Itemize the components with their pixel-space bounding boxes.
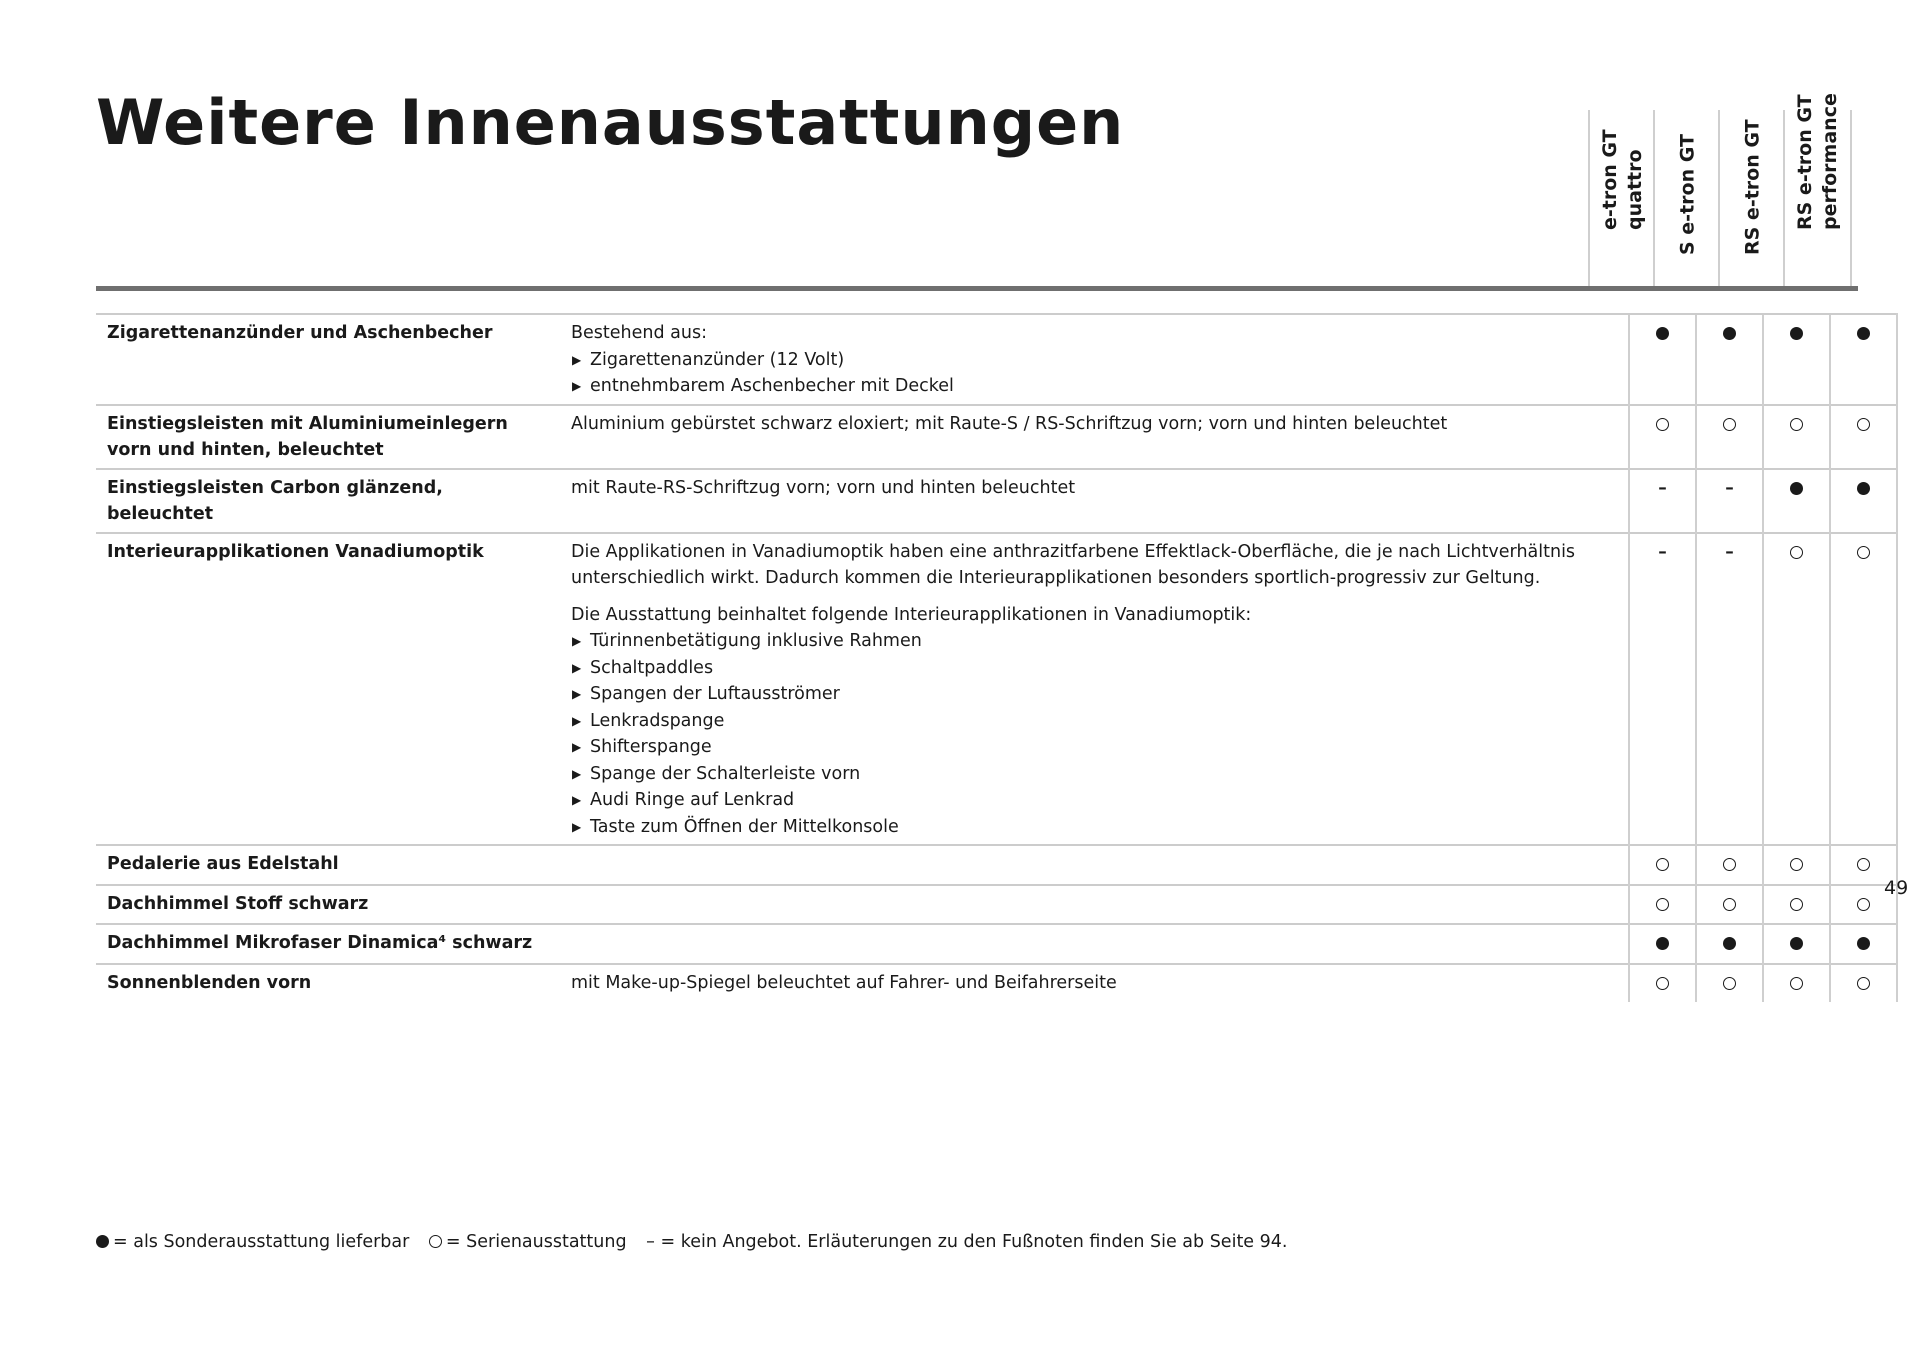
availability-cell (1629, 924, 1696, 964)
bullet-text: Taste zum Öffnen der Mittelkonsole (590, 816, 899, 837)
bullet-triangle-icon: ▶ (572, 740, 582, 754)
bullet-triangle-icon: ▶ (572, 793, 582, 807)
description-paragraph (571, 539, 1608, 592)
filled-dot-icon (1857, 482, 1870, 495)
open-circle-icon (1790, 858, 1803, 871)
feature-name: Dachhimmel Mikrofaser Dinamica⁴ schwarz (96, 924, 559, 964)
availability-cell (1763, 405, 1830, 469)
availability-cell (1629, 845, 1696, 885)
column-header-s-etron-gt (1653, 110, 1720, 286)
list-item (571, 681, 1608, 708)
bullet-list (571, 347, 1608, 400)
column-header-label: RS e-tron GT (1741, 119, 1763, 255)
bullet-triangle-icon: ▶ (572, 379, 582, 393)
bullet-triangle-icon: ▶ (572, 660, 582, 675)
description-text: mit Raute-RS-Schriftzug vorn; vorn und hinten beleuchtet (571, 477, 1076, 498)
legend-optional: = als Sonderausstattung lieferbar (96, 1232, 409, 1252)
availability-cell (1629, 469, 1696, 533)
description-text: Bestehend aus: (571, 323, 707, 343)
availability-cell (1830, 924, 1897, 964)
description-text: Die Ausstattung beinhaltet folgende Interieurapplikationen in Vanadiumoptik: (571, 604, 1252, 625)
page-title: Weitere Innenausstattungen (96, 86, 1125, 159)
bullet-text: Türinnenbetätigung inklusive Rahmen (590, 631, 922, 651)
filled-dot-icon (1790, 482, 1803, 495)
list-item (571, 734, 1608, 761)
open-circle-icon (1790, 898, 1803, 911)
description-paragraph (571, 970, 1608, 997)
availability-cell (1629, 314, 1696, 405)
bullet-text: Schaltpaddles (590, 657, 714, 678)
list-item (571, 373, 1608, 400)
table-row (96, 924, 1897, 964)
bullet-triangle-icon: ▶ (572, 766, 582, 781)
description-text: Aluminium gebürstet schwarz eloxiert; mit Raute-S / RS-Schriftzug vorn; vorn und hinten beleuchtet (571, 413, 1448, 434)
availability-cell (1763, 533, 1830, 846)
description-paragraph (571, 475, 1608, 502)
feature-description (559, 964, 1629, 1003)
list-item (571, 347, 1608, 374)
open-circle-icon (1723, 858, 1736, 871)
feature-description (559, 924, 1629, 964)
availability-cell (1763, 469, 1830, 533)
bullet-text: Spange der Schalterleiste vorn (590, 763, 861, 784)
description-paragraph (571, 602, 1608, 841)
availability-cell (1696, 885, 1763, 925)
availability-cell (1696, 405, 1763, 469)
availability-cell (1696, 469, 1763, 533)
list-item (571, 814, 1608, 841)
feature-name: Interieurapplikationen Vanadiumoptik (96, 533, 559, 846)
bullet-text: Zigarettenanzünder (12 Volt) (590, 349, 845, 370)
description-paragraph (571, 320, 1608, 400)
bullet-text: entnehmbarem Aschenbecher mit Deckel (590, 376, 954, 396)
feature-name: Einstiegsleisten mit Aluminiumeinlegern vorn und hinten, beleuchtet (96, 405, 559, 469)
bullet-triangle-icon: ▶ (572, 713, 582, 728)
bullet-text: Audi Ringe auf Lenkrad (590, 790, 795, 810)
feature-description (559, 469, 1629, 533)
open-circle-icon (1790, 418, 1803, 431)
list-item (571, 655, 1608, 682)
feature-description (559, 405, 1629, 469)
open-circle-icon (1790, 977, 1803, 990)
description-paragraph (571, 411, 1608, 438)
availability-cell (1830, 533, 1897, 846)
availability-cell (1830, 314, 1897, 405)
open-circle-icon (1656, 418, 1669, 431)
table-row (96, 845, 1897, 885)
availability-cell (1763, 885, 1830, 925)
bullet-text: Shifterspange (590, 737, 712, 757)
open-circle-icon (1656, 858, 1669, 871)
filled-dot-icon (1790, 327, 1803, 340)
header-divider (96, 286, 1858, 291)
feature-name: Einstiegsleisten Carbon glänzend, beleuchtet (96, 469, 559, 533)
open-circle-icon (1857, 977, 1870, 990)
open-circle-icon (1857, 898, 1870, 911)
column-header-label: S e-tron GT (1676, 134, 1698, 255)
open-circle-icon (1790, 546, 1803, 559)
feature-name: Zigarettenanzünder und Aschenbecher (96, 314, 559, 405)
table-row (96, 314, 1897, 405)
equipment-table (96, 313, 1898, 1002)
filled-dot-icon (96, 1235, 109, 1248)
column-header-etron-gt-quattro (1588, 110, 1655, 286)
availability-cell (1629, 964, 1696, 1003)
availability-cell (1696, 533, 1763, 846)
table-row (96, 405, 1897, 469)
availability-cell (1629, 885, 1696, 925)
bullet-text: Spangen der Luftausströmer (590, 684, 840, 704)
dash-icon: – (1725, 541, 1734, 562)
filled-dot-icon (1857, 327, 1870, 340)
open-circle-icon (1656, 977, 1669, 990)
column-header-rs-etron-gt (1718, 110, 1785, 286)
open-circle-icon (1857, 858, 1870, 871)
availability-cell (1763, 964, 1830, 1003)
bullet-text: Lenkradspange (590, 710, 725, 731)
filled-dot-icon (1723, 327, 1736, 340)
open-circle-icon (1656, 898, 1669, 911)
availability-cell (1763, 845, 1830, 885)
open-circle-icon (1723, 898, 1736, 911)
list-item (571, 628, 1608, 655)
dash-icon: – (1725, 477, 1734, 498)
legend-standard: = Serienausstattung (429, 1232, 627, 1252)
legend-not-available: – = kein Angebot. Erläuterungen zu den Fußnoten finden Sie ab Seite 94. (646, 1232, 1288, 1252)
filled-dot-icon (1857, 937, 1870, 950)
list-item (571, 787, 1608, 814)
feature-description (559, 314, 1629, 405)
bullet-triangle-icon: ▶ (572, 634, 582, 648)
open-circle-icon (1857, 418, 1870, 431)
availability-cell (1629, 533, 1696, 846)
feature-name: Sonnenblenden vorn (96, 964, 559, 1003)
legend (96, 1232, 1301, 1252)
availability-cell (1763, 924, 1830, 964)
filled-dot-icon (1656, 937, 1669, 950)
table-row (96, 469, 1897, 533)
availability-cell (1830, 405, 1897, 469)
table-row (96, 533, 1897, 846)
bullet-triangle-icon: ▶ (572, 819, 582, 834)
feature-name: Pedalerie aus Edelstahl (96, 845, 559, 885)
filled-dot-icon (1723, 937, 1736, 950)
bullet-list (571, 628, 1608, 840)
availability-cell (1696, 845, 1763, 885)
bullet-triangle-icon: ▶ (572, 687, 582, 701)
dash-icon: – (1658, 541, 1667, 562)
description-text: mit Make-up-Spiegel beleuchtet auf Fahrer- und Beifahrerseite (571, 972, 1117, 993)
open-circle-icon (429, 1235, 442, 1248)
feature-name: Dachhimmel Stoff schwarz (96, 885, 559, 925)
open-circle-icon (1723, 418, 1736, 431)
feature-description (559, 885, 1629, 925)
column-header-label: RS e-tron GT performance (1793, 93, 1841, 230)
feature-description (559, 533, 1629, 846)
availability-cell (1830, 964, 1897, 1003)
table-row (96, 885, 1897, 925)
list-item (571, 761, 1608, 788)
availability-cell (1830, 469, 1897, 533)
open-circle-icon (1857, 546, 1870, 559)
bullet-triangle-icon: ▶ (572, 352, 582, 367)
open-circle-icon (1723, 977, 1736, 990)
availability-cell (1696, 964, 1763, 1003)
availability-cell (1763, 314, 1830, 405)
list-item (571, 708, 1608, 735)
column-header-rs-etron-gt-performance (1783, 93, 1852, 286)
filled-dot-icon (1656, 327, 1669, 340)
feature-description (559, 845, 1629, 885)
table-row (96, 964, 1897, 1003)
page-number: 49 (1884, 877, 1909, 899)
availability-cell (1696, 314, 1763, 405)
availability-cell (1629, 405, 1696, 469)
dash-icon: – (1658, 477, 1667, 498)
filled-dot-icon (1790, 937, 1803, 950)
description-text: Die Applikationen in Vanadiumoptik haben eine anthrazitfarbene Effektlack-Oberfläche, die je nach Lichtverhältnis unterschiedlich wirkt. Dadurch kommen die Interieurapplikationen besonders sportlich-progressiv zur Geltung. (571, 541, 1576, 588)
column-header-label: e-tron GT quattro (1598, 129, 1646, 230)
availability-cell (1696, 924, 1763, 964)
